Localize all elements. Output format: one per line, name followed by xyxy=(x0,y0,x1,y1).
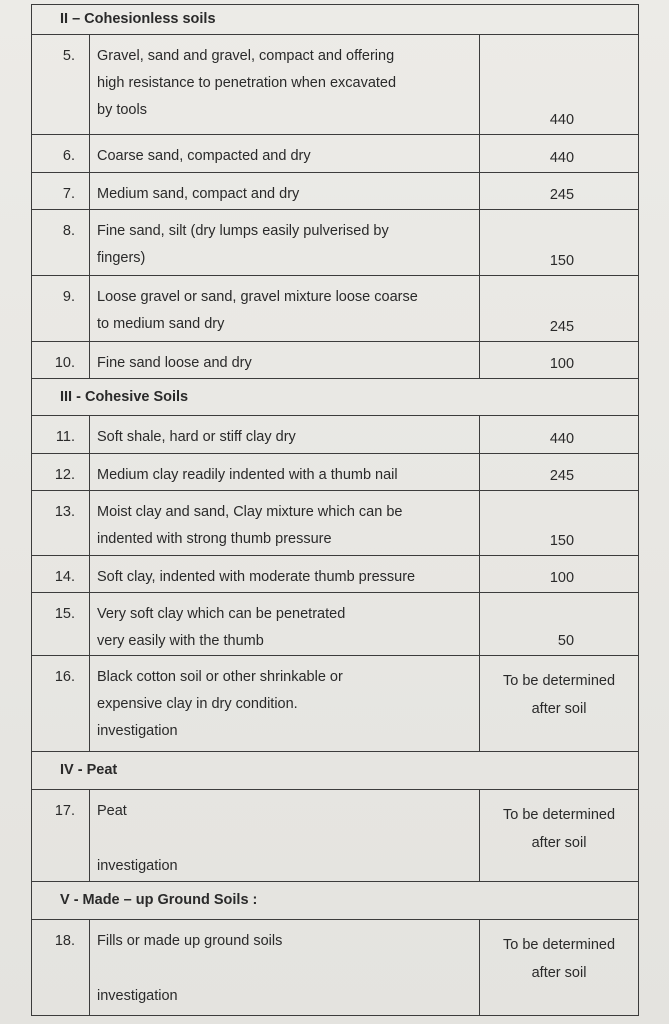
row-number: 18. xyxy=(32,920,90,1016)
row-description: Black cotton soil or other shrinkable or expensive clay in dry condition. investigation xyxy=(90,656,480,752)
row-description: Medium sand, compact and dry xyxy=(90,173,480,210)
table-row xyxy=(32,491,639,556)
row-description: Peat investigation xyxy=(90,790,480,882)
row-description: Fine sand, silt (dry lumps easily pulverised by fingers) xyxy=(90,210,480,276)
row-number: 5. xyxy=(32,35,90,135)
row-value: 100 xyxy=(480,556,639,593)
row-number: 10. xyxy=(32,342,90,379)
row-number: 14. xyxy=(32,556,90,593)
table-row xyxy=(32,790,639,882)
row-value: 150 xyxy=(480,210,639,276)
row-description: Loose gravel or sand, gravel mixture loose coarse to medium sand dry xyxy=(90,276,480,342)
row-value: 440 xyxy=(480,135,639,173)
soil-bearing-table xyxy=(31,4,639,1016)
row-value: 245 xyxy=(480,276,639,342)
row-description: Gravel, sand and gravel, compact and offering high resistance to penetration when excavated by tools xyxy=(90,35,480,135)
section-header-row xyxy=(32,882,639,920)
row-number: 17. xyxy=(32,790,90,882)
table-row xyxy=(32,593,639,656)
table-row xyxy=(32,342,639,379)
row-value: To be determined after soil xyxy=(480,656,639,752)
section-header-row xyxy=(32,379,639,416)
row-number: 7. xyxy=(32,173,90,210)
table-row xyxy=(32,920,639,1016)
row-value: To be determined after soil xyxy=(480,790,639,882)
row-value: 100 xyxy=(480,342,639,379)
table-row xyxy=(32,135,639,173)
table-row xyxy=(32,35,639,135)
section-title: V - Made – up Ground Soils : xyxy=(32,882,639,920)
section-title: III - Cohesive Soils xyxy=(32,379,639,416)
table-row xyxy=(32,173,639,210)
row-value: 150 xyxy=(480,491,639,556)
table-row xyxy=(32,656,639,752)
row-value: 440 xyxy=(480,416,639,454)
row-number: 9. xyxy=(32,276,90,342)
row-value: 50 xyxy=(480,593,639,656)
row-value: To be determined after soil xyxy=(480,920,639,1016)
row-number: 8. xyxy=(32,210,90,276)
row-number: 6. xyxy=(32,135,90,173)
row-description: Coarse sand, compacted and dry xyxy=(90,135,480,173)
row-number: 15. xyxy=(32,593,90,656)
row-number: 12. xyxy=(32,454,90,491)
table-row xyxy=(32,454,639,491)
table-row xyxy=(32,416,639,454)
row-number: 13. xyxy=(32,491,90,556)
row-number: 16. xyxy=(32,656,90,752)
row-number: 11. xyxy=(32,416,90,454)
table-row xyxy=(32,210,639,276)
row-description: Fills or made up ground soils investigation xyxy=(90,920,480,1016)
section-header-row xyxy=(32,5,639,35)
row-description: Soft clay, indented with moderate thumb pressure xyxy=(90,556,480,593)
section-title: IV - Peat xyxy=(32,752,639,790)
row-value: 245 xyxy=(480,173,639,210)
section-title: II – Cohesionless soils xyxy=(32,5,639,35)
row-value: 440 xyxy=(480,35,639,135)
table-row xyxy=(32,276,639,342)
row-description: Fine sand loose and dry xyxy=(90,342,480,379)
row-description: Soft shale, hard or stiff clay dry xyxy=(90,416,480,454)
section-header-row xyxy=(32,752,639,790)
table-row xyxy=(32,556,639,593)
row-description: Very soft clay which can be penetrated very easily with the thumb xyxy=(90,593,480,656)
row-value: 245 xyxy=(480,454,639,491)
row-description: Medium clay readily indented with a thumb nail xyxy=(90,454,480,491)
row-description: Moist clay and sand, Clay mixture which can be indented with strong thumb pressure xyxy=(90,491,480,556)
